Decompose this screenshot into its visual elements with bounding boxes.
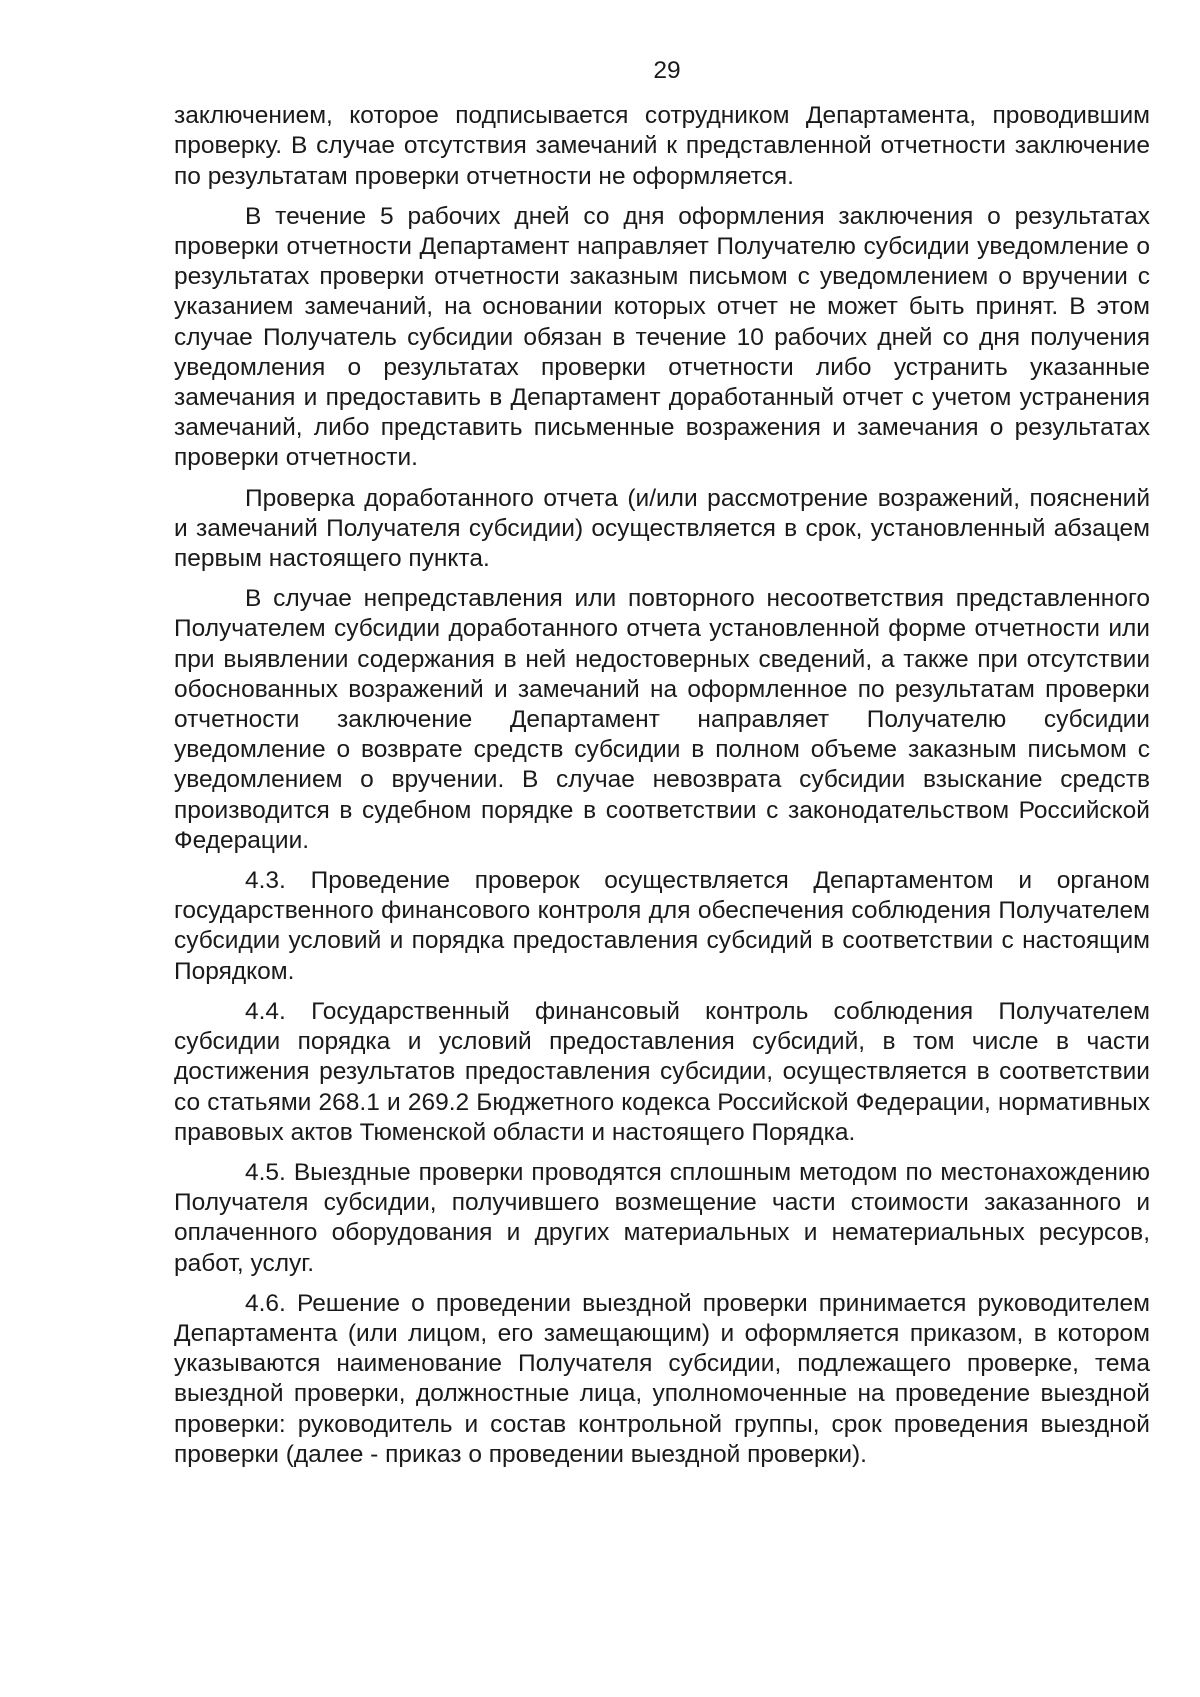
document-page (174, 56, 1150, 1480)
paragraph-4-5: 4.5. Выездные проверки проводятся сплошным методом по местонахождению Получателя субсидии, получившего возмещение части стоимости заказанного и оплаченного оборудования и других материальных и нематериальных ресурсов, работ, услуг. (174, 1158, 1150, 1277)
paragraph-4-3: 4.3. Проведение проверок осуществляется Департаментом и органом государственного финансового контроля для обеспечения соблюдения Получателем субсидии условий и порядка предоставления субсидий в соответствии с настоящим Порядком. (174, 867, 1150, 985)
paragraph-revised-report-check: Проверка доработанного отчета (и/или рассмотрение возражений, пояснений и замечаний Получателя субсидии) осуществляется в срок, установленный абзацем первым настоящего пункта. (174, 484, 1150, 573)
paragraph-subsidy-return: В случае непредставления или повторного несоответствия представленного Получателем субсидии доработанного отчета установленной форме отчетности или при выявлении содержания в ней недостоверных сведений, а также при отсутствии обоснованных возражений и замечаний на оформленное по результатам проверки отчетности заключение Департамент направляет Получателю субсидии уведомление о возврате средств субсидии в полном объеме заказным письмом с уведомлением о вручении. В случае невозврата субсидии взыскание средств производится в судебном порядке в соответствии с законодательством Российской Федерации. (174, 585, 1150, 854)
page-number: 29 (653, 57, 681, 84)
paragraph-notification-deadline: В течение 5 рабочих дней со дня оформления заключения о результатах проверки отчетности Департамент направляет Получателю субсидии уведомление о результатах проверки отчетности заказным письмом с уведомлением о вручении с указанием замечаний, на основании которых отчет не может быть принят. В этом случае Получатель субсидии обязан в течение 10 рабочих дней со дня получения уведомления о результатах проверки отчетности либо устранить указанные замечания и предоставить в Департамент доработанный отчет с учетом устранения замечаний, либо представить письменные возражения и замечания о результатах проверки отчетности. (174, 202, 1150, 472)
paragraph-4-6: 4.6. Решение о проведении выездной проверки принимается руководителем Департамента (или лицом, его замещающим) и оформляется приказом, в котором указываются наименование Получателя субсидии, подлежащего проверке, тема выездной проверки, должностные лица, уполномоченные на проведение выездной проверки: руководитель и состав контрольной группы, срок проведения выездной проверки (далее - приказ о проведении выездной проверки). (174, 1289, 1150, 1468)
paragraph-continuation: заключением, которое подписывается сотрудником Департамента, проводившим проверку. В случае отсутствия замечаний к представленной отчетности заключение по результатам проверки отчетности не оформляется. (174, 102, 1150, 190)
paragraph-4-4: 4.4. Государственный финансовый контроль соблюдения Получателем субсидии порядка и условий предоставления субсидий, в том числе в части достижения результатов предоставления субсидии, осуществляется в соответствии со статьями 268.1 и 269.2 Бюджетного кодекса Российской Федерации, нормативных правовых актов Тюменской области и настоящего Порядка. (174, 997, 1150, 1146)
